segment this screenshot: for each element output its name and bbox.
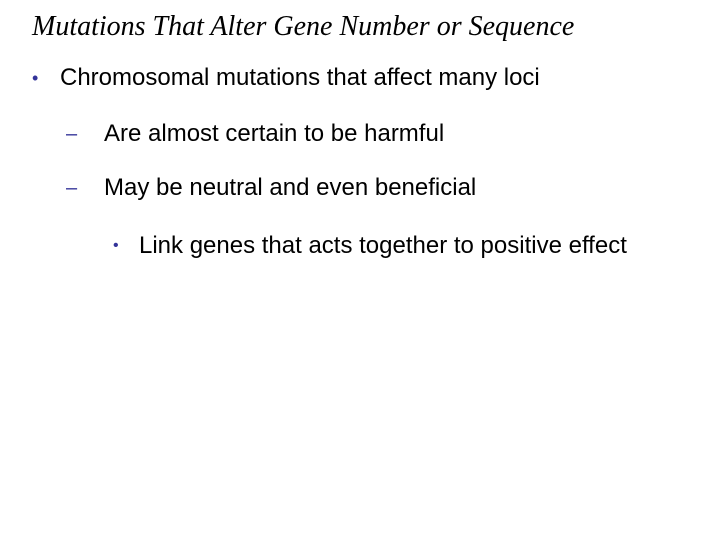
bullet-text: Are almost certain to be harmful xyxy=(104,120,445,147)
bullet-item-level-3 xyxy=(113,229,673,263)
bullet-text: Chromosomal mutations that affect many loci xyxy=(60,64,540,91)
bullet-dash-icon: – xyxy=(66,123,78,145)
bullet-text: Link genes that acts together to positive effect xyxy=(139,232,627,259)
bullet-item-level-1 xyxy=(32,63,540,93)
bullet-dot-icon: • xyxy=(113,237,119,254)
slide-title: Mutations That Alter Gene Number or Sequence xyxy=(32,11,575,42)
bullet-text: May be neutral and even beneficial xyxy=(104,174,477,201)
bullet-dash-icon: – xyxy=(66,177,78,199)
bullet-item-level-2 xyxy=(66,173,476,203)
bullet-dot-icon: • xyxy=(32,68,39,88)
bullet-item-level-2 xyxy=(66,119,444,149)
